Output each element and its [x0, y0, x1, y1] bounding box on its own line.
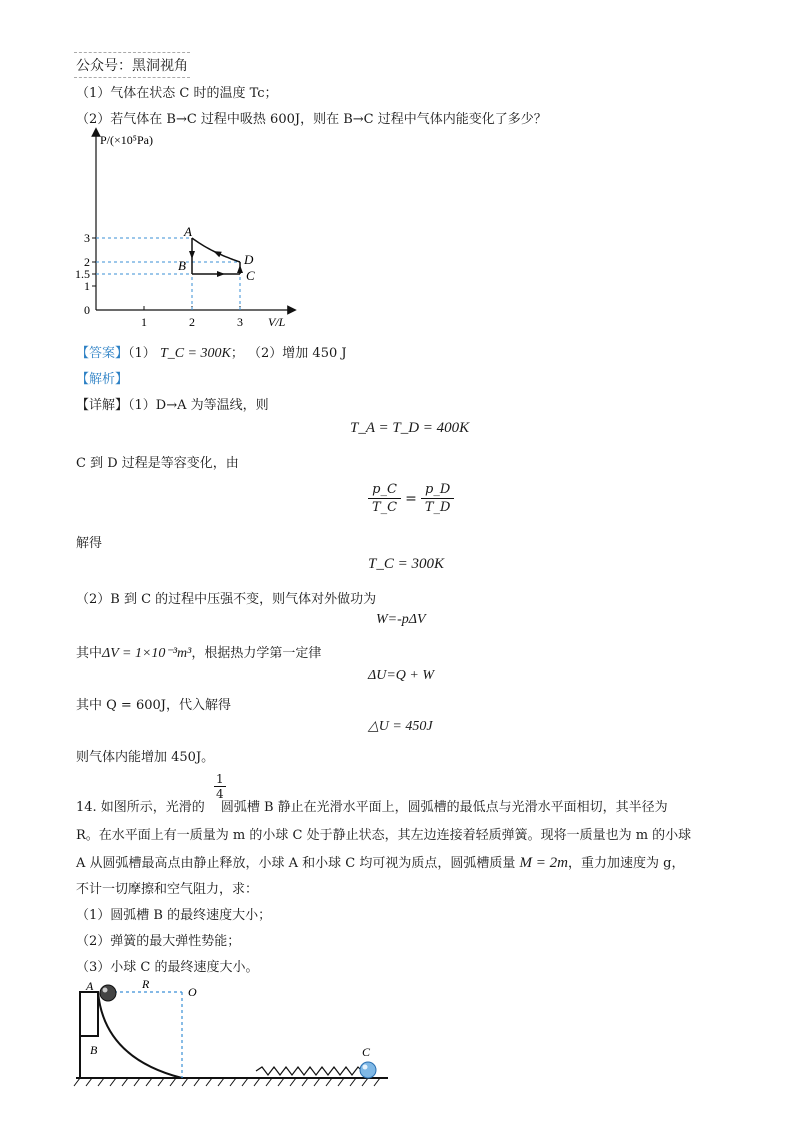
- answer-part1-prefix: （1）: [128, 346, 156, 361]
- eq-first-law: ΔU=Q + W: [368, 668, 434, 683]
- detail-line4: （2）B 到 C 的过程中压强不变，则气体对外做功为: [76, 592, 377, 607]
- detail-line6: 其中 Q = 600J，代入解得: [76, 698, 231, 713]
- frac-right-num: p_D: [421, 482, 454, 499]
- arrow-d-a: [212, 248, 222, 257]
- spring: [256, 1067, 362, 1075]
- q14-sub1: （1）圆弧槽 B 的最终速度大小；: [76, 908, 272, 923]
- point-label-b: B: [178, 258, 186, 273]
- eq-ratio: $\frac{p\_C}{T\_C}$ = $\frac{p\_D}{T\_D}$: [368, 482, 454, 515]
- q14-line1-suffix: 圆弧槽 B 静止在光滑水平面上，圆弧槽的最低点与光滑水平面相切，其半径为: [220, 800, 668, 815]
- detail-line1-text: （1）D→A 为等温线，则: [128, 398, 269, 413]
- frac-right-den: T_D: [424, 500, 451, 515]
- arc-groove-figure: [70, 976, 400, 1094]
- analysis-tag: 【解析】: [76, 372, 129, 387]
- detail-line1: [76, 394, 269, 413]
- arrow-a-b: [189, 251, 195, 259]
- q13-sub1: （1）气体在状态 C 时的温度 Tc；: [76, 86, 278, 101]
- detail-tag: 【详解】: [76, 398, 129, 413]
- label-b: B: [90, 1043, 98, 1057]
- frac-left: [368, 482, 401, 515]
- eq-ta-td: T_A = T_D = 400K: [350, 420, 470, 436]
- q14-line3: [76, 852, 684, 872]
- detail-line2: C 到 D 过程是等容变化，由: [76, 456, 239, 471]
- label-c: C: [362, 1045, 371, 1059]
- answer-sep: ；: [230, 346, 244, 361]
- label-a: A: [86, 979, 94, 993]
- eq-tc: T_C = 300K: [368, 556, 444, 572]
- y-tick-label: 2: [84, 255, 90, 269]
- x-tick-label: 3: [237, 315, 243, 329]
- detail-line3: 解得: [76, 536, 103, 551]
- x-tick-label: 1: [141, 315, 147, 329]
- point-label-a: A: [184, 224, 192, 239]
- y-tick-label: 1.5: [75, 267, 90, 281]
- detail-line5: [76, 642, 321, 662]
- frac-right: [421, 482, 455, 515]
- q13-sub2: （2）若气体在 B→C 过程中吸热 600J，则在 B→C 过程中气体内能变化了多少？: [76, 112, 547, 127]
- q14-line2: R。在水平面上有一质量为 m 的小球 C 处于静止状态，其左边连接着轻质弹簧。现将一质量也为 m 的小球: [76, 828, 692, 843]
- groove-wall: [80, 992, 98, 1078]
- x-tick-label: 2: [189, 315, 195, 329]
- answer-tag: 【答案】: [76, 346, 129, 361]
- arrow-b-c: [217, 271, 225, 277]
- q14-sub2: （2）弹簧的最大弹性势能；: [76, 934, 241, 949]
- x-axis-label: V/L: [268, 315, 286, 329]
- detail-line5-prefix: 其中: [76, 646, 103, 661]
- label-r: R: [142, 977, 150, 991]
- point-label-d: D: [244, 252, 254, 267]
- eq-m-2m: M = 2m: [519, 855, 568, 871]
- detail-line7: 则气体内能增加 450J。: [76, 750, 215, 765]
- answer-part1-eq: T_C = 300K: [159, 346, 231, 361]
- answer-line: [76, 342, 347, 362]
- watermark: 公众号：黑洞视角: [74, 52, 190, 78]
- ball-a: [100, 985, 116, 1001]
- y-tick-label: 1: [84, 279, 90, 293]
- arrow-c-d: [237, 265, 243, 273]
- eq-delta-u: △U = 450J: [368, 719, 433, 734]
- frac-left-num: p_C: [368, 482, 401, 499]
- frac-left-den: T_C: [372, 500, 398, 515]
- ground-hatching: [74, 1078, 380, 1086]
- quarter-den: 4: [216, 787, 224, 801]
- groove-arc: [98, 992, 182, 1078]
- y-tick-label: 3: [84, 231, 90, 245]
- y-tick-label: 0: [84, 303, 90, 317]
- detail-line5-suffix: ，根据热力学第一定律: [191, 646, 322, 661]
- eq-work: W=-pΔV: [376, 612, 426, 627]
- pv-chart: [70, 126, 300, 332]
- q14-sub3: （3）小球 C 的最终速度大小。: [76, 960, 259, 975]
- q14-line4: 不计一切摩擦和空气阻力，求：: [76, 882, 259, 897]
- q14-line3-suffix: ，重力加速度为 g，: [567, 856, 685, 871]
- quarter-num: 1: [216, 772, 224, 786]
- q14-line1-prefix: 14. 如图所示，光滑的: [76, 800, 205, 815]
- isotherm-d-a: [192, 238, 240, 262]
- ball-c: [360, 1062, 376, 1078]
- q14-line3-prefix: A 从圆弧槽最高点由静止释放，小球 A 和小球 C 均可视为质点，圆弧槽质量: [76, 856, 516, 871]
- eq-delta-v: ΔV = 1×10⁻³m³: [102, 646, 192, 661]
- y-axis-label: P/(×10⁵Pa): [100, 133, 153, 147]
- answer-part2: （2）增加 450 J: [248, 346, 347, 361]
- label-o: O: [188, 985, 197, 999]
- point-label-c: C: [246, 268, 255, 283]
- q14-line1: [76, 796, 668, 815]
